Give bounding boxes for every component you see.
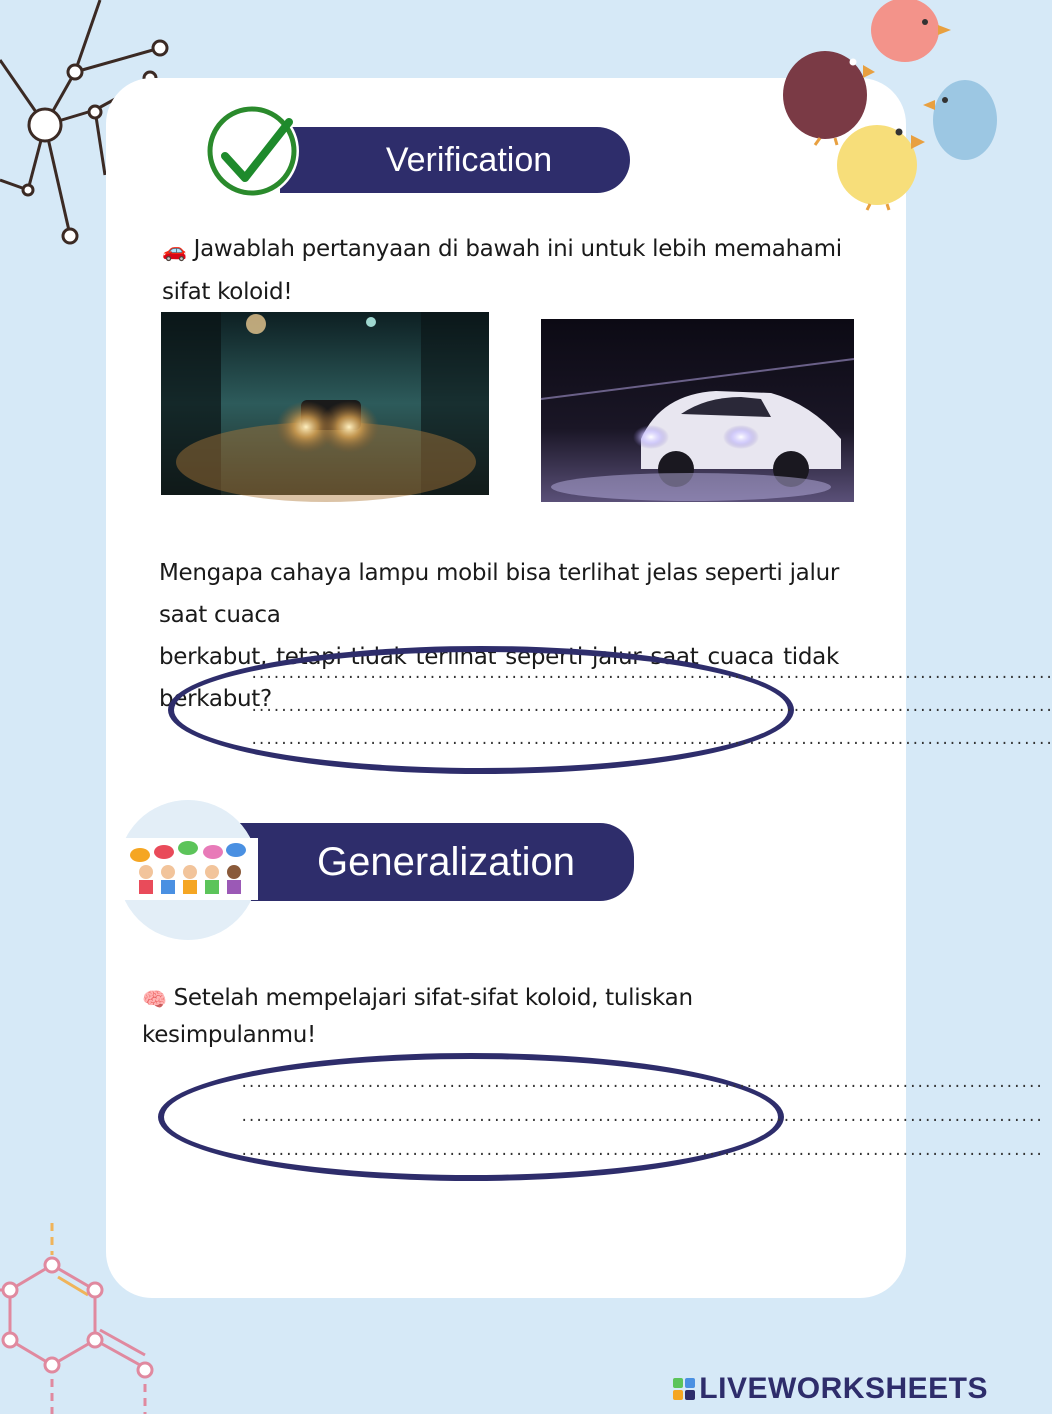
question-line-2: berkabut, tetapi tidak terlihat seperti jalur saat cuaca tidak berkabut?: [159, 644, 839, 712]
verification-answer-line-3[interactable]: ............................................................................................................: [250, 732, 1052, 748]
generalization-banner: [238, 823, 634, 901]
verification-banner: [280, 127, 630, 193]
verification-instruction: [162, 228, 842, 313]
generalization-answer-line-3[interactable]: ............................................................................................................: [240, 1143, 1043, 1159]
generalization-title: Generalization: [317, 839, 575, 884]
generalization-instruction: [142, 980, 842, 1053]
generalization-instruction-text: Setelah mempelajari sifat-sifat koloid, tuliskan kesimpulanmu!: [142, 985, 693, 1048]
night-car-photo: [541, 319, 854, 502]
generalization-answer-line-2[interactable]: ............................................................................................................: [240, 1109, 1043, 1125]
generalization-answer-line-1[interactable]: ............................................................................................................: [240, 1075, 1043, 1091]
liveworksheets-logo: [673, 1372, 988, 1406]
verification-badge: [205, 104, 299, 198]
instruction-line-1: Jawablah pertanyaan di bawah ini untuk lebih memahami: [193, 236, 842, 262]
verification-answer-line-1[interactable]: ............................................................................................................: [250, 666, 1052, 682]
car-icon: 🚗: [162, 237, 187, 262]
brain-icon: 🧠: [142, 986, 167, 1011]
children-discussion-icon: [118, 800, 258, 940]
question-line-1: Mengapa cahaya lampu mobil bisa terlihat jelas seperti jalur saat cuaca: [159, 560, 839, 628]
instruction-line-2: sifat koloid!: [162, 278, 293, 305]
generalization-badge: [118, 800, 258, 940]
birds-decoration: [775, 0, 1000, 215]
verification-answer-line-2[interactable]: ............................................................................................................: [250, 699, 1052, 715]
verification-title: Verification: [385, 140, 553, 179]
foggy-road-photo: [161, 312, 489, 495]
checkmark-icon: [205, 104, 299, 198]
brand-text: LIVEWORKSHEETS: [699, 1372, 988, 1405]
liveworksheets-logo-icon: [673, 1378, 695, 1400]
